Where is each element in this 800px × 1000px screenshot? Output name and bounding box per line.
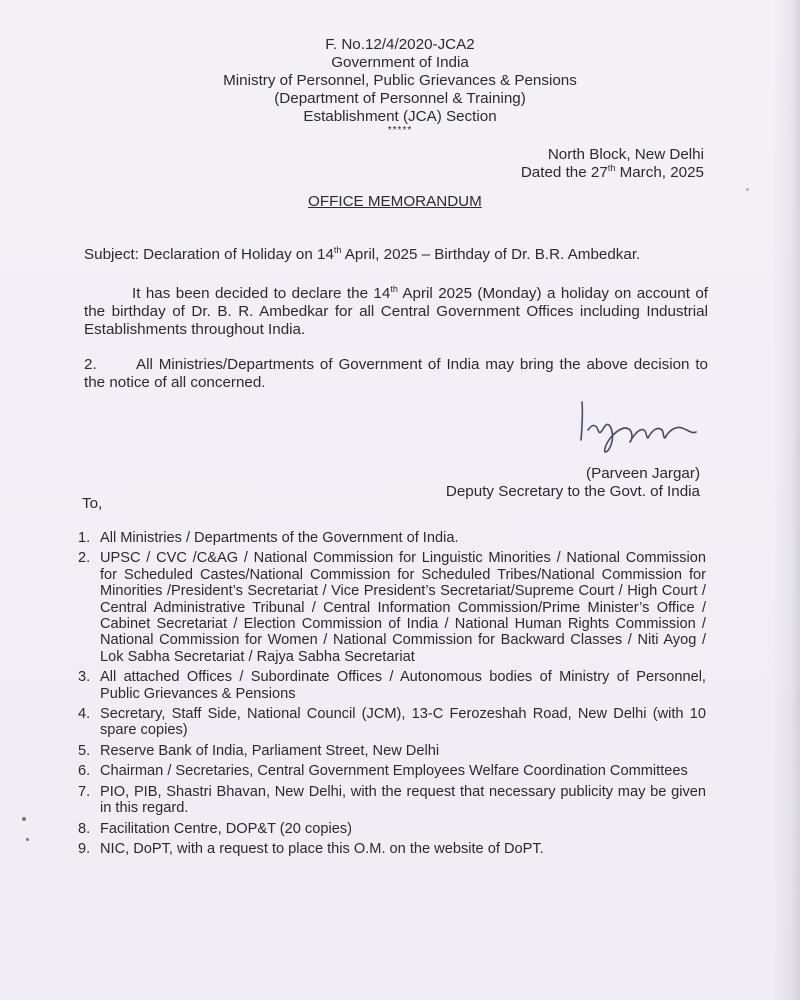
item-number: 7. [78,783,91,800]
item-number: 1. [78,530,91,546]
list-item [78,763,706,779]
list-item [78,669,706,702]
item-number: 2. [78,550,91,567]
item-text: All Ministries / Departments of the Government of India. [100,530,459,546]
para1-prefix: It has been decided to declare the 14 [132,285,391,302]
item-text: Reserve Bank of India, Parliament Street, New Delhi [100,742,440,759]
government-name: Government of India [331,54,469,71]
item-text: Chairman / Secretaries, Central Government Employees Welfare Coordination Committees [100,763,688,780]
item-text: Facilitation Centre, DOP&T (20 copies) [100,820,352,837]
subject-suffix: April, 2025 – Birthday of Dr. B.R. Ambedkar. [341,246,641,263]
file-number: F. No.12/4/2020-JCA2 [325,36,475,53]
header-stars: ***** [387,125,413,136]
para1-suffix: April 2025 (Monday) a holiday on account of the birthday of Dr. B. R. Ambedkar for all Central Government Offices including Industrial Establishments throughout India. [84,285,708,338]
recipient-list [78,530,706,861]
item-text: NIC, DoPT, with a request to place this O.M. on the website of DoPT. [100,840,544,857]
paragraph-2 [84,356,708,392]
page-edge-shadow [772,0,800,1000]
item-text: Secretary, Staff Side, National Council (JCM), 13-C Ferozeshah Road, New Delhi (with 10 spare copies) [100,706,706,739]
date-sup: th [607,162,616,173]
subject-line [84,246,724,263]
place-and-date [521,146,704,182]
subject-prefix: Subject: Declaration of Holiday on 14 [84,246,334,263]
paper-speck [22,817,26,821]
para1-sup: th [390,283,398,294]
item-text: UPSC / CVC /C&AG / National Commission for Linguistic Minorities / National Commission for Scheduled Castes/National Commission for Scheduled Tribes/National Commission for Minorities /President’s Secretariat / Vice President’s Secretariat/Supreme Court / High Court / Central Administrative Tribunal / Central Information Commission/Prime Minister’s Office / Cabinet Secretariat / Election Commission of India / National Human Rights Commission / National Commission for Women / National Commission for Backward Classes / Niti Ayog / Lok Sabha Secretariat / Rajya Sabha Secretariat [100,550,706,665]
item-text: All attached Offices / Subordinate Offices / Autonomous bodies of Ministry of Personnel, Public Grievances & Pensions [100,669,706,702]
paper-speck [746,188,749,191]
item-number: 6. [78,763,91,780]
list-item [78,784,706,817]
item-number: 3. [78,669,91,686]
signature-image [570,400,710,462]
subject-sup: th [333,244,342,255]
item-number: 9. [78,840,91,857]
list-item [78,706,706,739]
list-item [78,743,706,759]
item-number: 8. [78,820,91,837]
signatory-designation: Deputy Secretary to the Govt. of India [445,483,700,500]
list-item [78,841,706,857]
item-number: 4. [78,706,91,723]
paper-speck [26,838,29,841]
department-name: (Department of Personnel & Training) [274,90,526,107]
section-name: Establishment (JCA) Section [303,108,497,125]
date-prefix: Dated the 27 [520,164,608,181]
to-label: To, [82,495,103,512]
list-item [78,550,706,665]
signatory-block [446,465,700,501]
item-text: PIO, PIB, Shastri Bhavan, New Delhi, with the request that necessary publicity may be given in this regard. [100,783,706,817]
date-suffix: March, 2025 [615,164,704,181]
date-line [521,164,704,182]
list-item [78,821,706,837]
signatory-name: (Parveen Jargar) [586,465,700,482]
memo-title: OFFICE MEMORANDUM [308,193,482,210]
location: North Block, New Delhi [547,146,704,163]
para2-number: 2. [84,356,97,373]
list-item [78,530,706,546]
item-number: 5. [78,742,91,759]
para2-text: All Ministries/Departments of Government of India may bring the above decision to the notice of all concerned. [84,356,708,391]
paragraph-1 [84,285,708,339]
letterhead [180,36,620,135]
ministry-name: Ministry of Personnel, Public Grievances & Pensions [223,72,577,89]
